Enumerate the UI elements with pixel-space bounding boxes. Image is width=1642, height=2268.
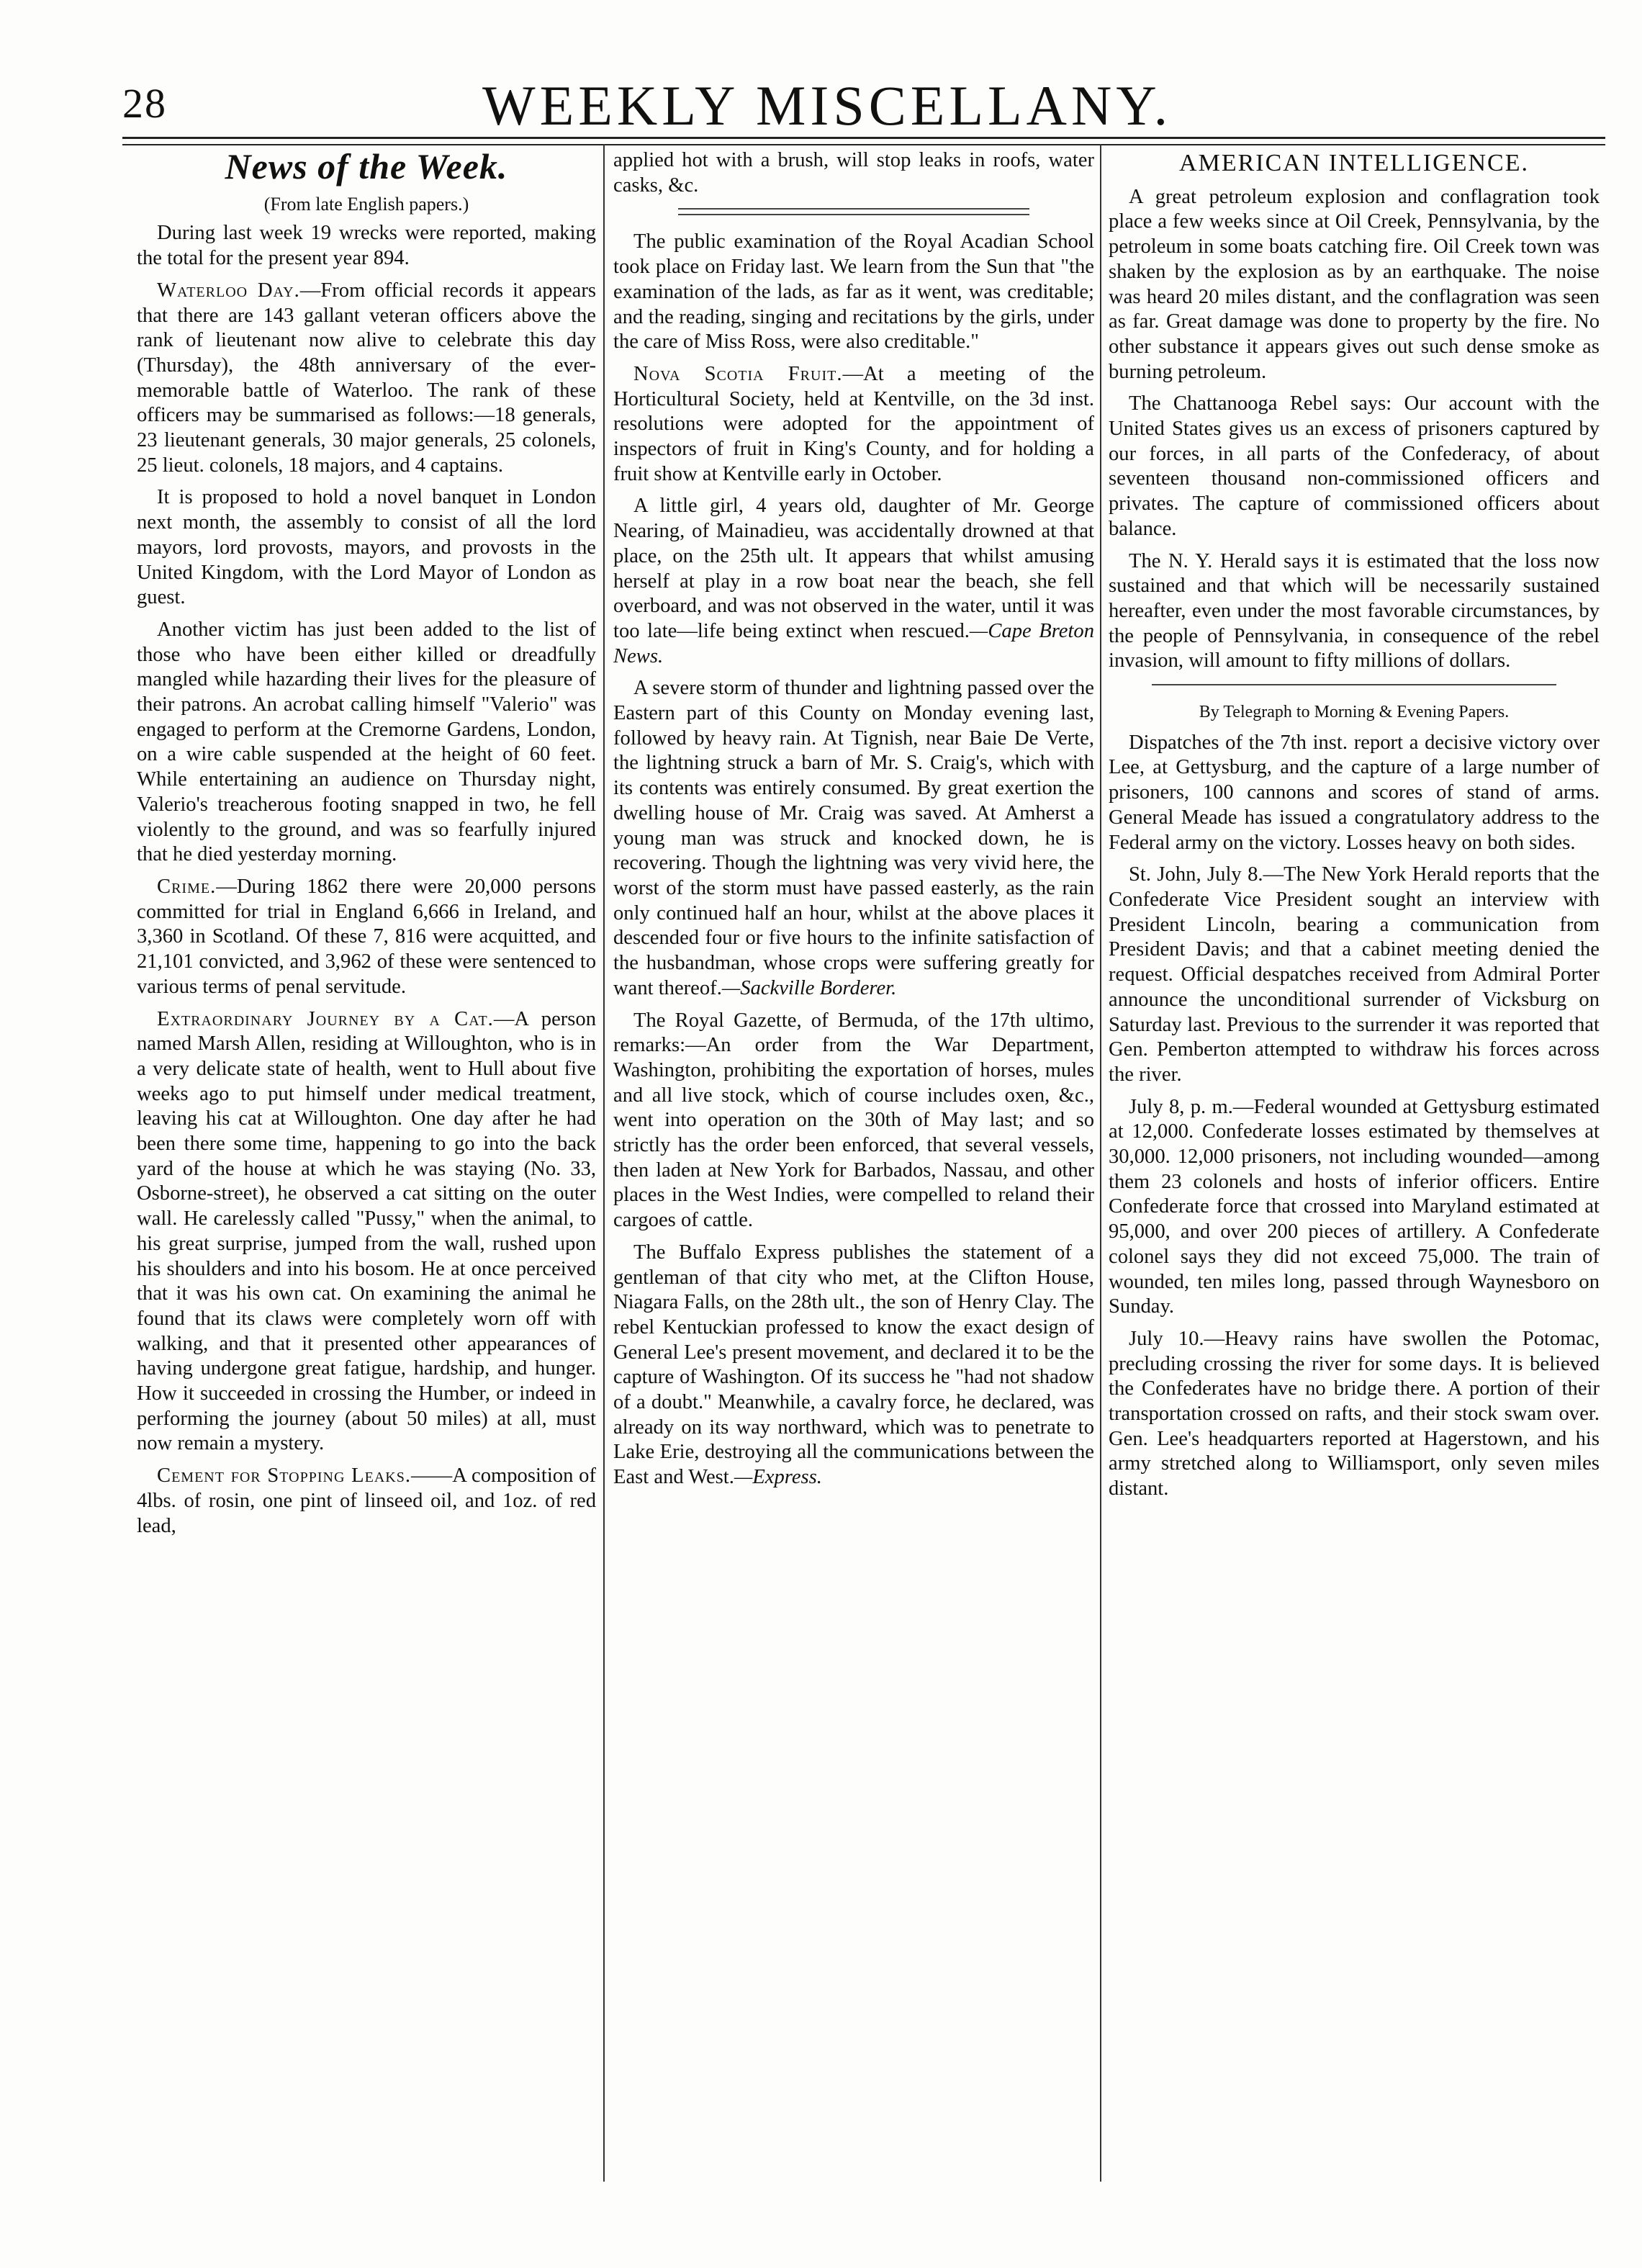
article-paragraph: A great petroleum explosion and conflagration took place a few weeks since at Oil Creek, Pennsylvania, by the petroleum in some boats catching fire. Oil Creek town was shaken by the explosion as by an earthquake. The noise was heard 20 miles distant, and the conflagration was seen as far. Great damage was done to property by the fire. No other substance it appears gives out such dense smoke as burning petroleum. xyxy=(1109,185,1600,383)
article-paragraph xyxy=(137,279,596,479)
article-paragraph: It is proposed to hold a novel banquet in London next month, the assembly to consist of all the lord mayors, lord provosts, mayors, and provosts in the United Kingdom, with the Lord Mayor of London as guest. xyxy=(137,486,596,609)
article-source: —Express. xyxy=(734,1466,822,1489)
article-paragraph xyxy=(613,362,1094,487)
article-lead: Nova Scotia Fruit. xyxy=(633,362,843,385)
masthead-rule xyxy=(122,137,1605,145)
article-body: —From official records it appears that there are 143 gallant veteran officers above the rank of lieutenant now alive to celebrate this day (Thursday), the 48th anniversary of the ever-memorable battle of Waterloo. The rank of these officers may be summarised as follows:—18 generals, 23 lieutenant generals, 30 major generals, 25 colonels, 25 lieut. colonels, 18 majors, and 4 captains. xyxy=(137,279,596,477)
article-paragraph: The N. Y. Herald says it is estimated that the loss now sustained and that which will be necessarily sustained hereafter, even under the most favorable circumstances, by the people of Pennsylvania, in consequence of the rebel invasion, will amount to fifty millions of dollars. xyxy=(1109,549,1600,672)
section-heading: AMERICAN INTELLIGENCE. xyxy=(1179,150,1529,176)
article-paragraph xyxy=(613,676,1094,1001)
column-1 xyxy=(137,148,596,2186)
article-source: —Cape Breton News. xyxy=(613,619,1094,667)
masthead-title: WEEKLY MISCELLANY. xyxy=(482,74,1173,137)
column-rule xyxy=(1100,144,1101,2182)
article-paragraph: Another victim has just been added to the list of those who have been either killed or dreadfully mangled while hazarding their lives for the pleasure of their patrons. An acrobat calling himself "Valerio" was engaged to perform at the Cremorne Gardens, London, on a wire cable suspended at the height of 60 feet. While entertaining an audience on Thursday night, Valerio's treacherous footing snapped in two, he fell violently to the ground, and was so fearfully injured that he died yesterday morning. xyxy=(137,618,596,866)
article-paragraph: applied hot with a brush, will stop leaks in roofs, water casks, &c. xyxy=(613,149,1094,197)
article-body: A severe storm of thunder and lightning passed over the Eastern part of this County on Monday evening last, followed by heavy rain. At Tignish, near Baie De Verte, the lightning struck a barn of Mr. S. Craig's, which with its contents was entirely consumed. By great exertion the dwelling house of Mr. Craig was saved. At Amherst a young man was struck and knocked down, he is recovering. Though the lightning was very vivid here, the worst of the storm must have passed easterly, as the rain only continued half an hour, whilst at the above places it descended four or five hours to the infinite satisfaction of the husbandman, whose crops were suffering greatly for want thereof. xyxy=(613,677,1094,999)
article-paragraph xyxy=(613,1241,1094,1490)
article-paragraph: The Royal Gazette, of Bermuda, of the 17th ultimo, remarks:—An order from the War Department, Washington, prohibiting the exportation of horses, mules and all live stock, which of course includes oxen, &c., went into operation on the 30th of May last; and so strictly has the order been enforced, that several vessels, then laden at New York for Barbados, Nassau, and other places in the West Indies, were compelled to reland their cargoes of cattle. xyxy=(613,1009,1094,1232)
article-paragraph: The Chattanooga Rebel says: Our account with the United States gives us an excess of prisoners captured by our forces, in all parts of the Confederacy, of about seventeen thousand non-commissioned officers and privates. The capture of commissioned officers about balance. xyxy=(1109,392,1600,540)
article-paragraph: St. John, July 8.—The New York Herald reports that the Confederate Vice President sought an interview with President Lincoln, bearing a communication from President Davis; and that a cabinet meeting denied the request. Official despatches received from Admiral Porter announce the unconditional surrender of Vicksburg on Saturday last. Previous to the surrender it was reported that Gen. Pemberton attempted to withdraw his forces across the river. xyxy=(1109,863,1600,1086)
page-number: 28 xyxy=(122,80,167,127)
section-subheading: (From late English papers.) xyxy=(263,193,469,215)
article-lead: Waterloo Day. xyxy=(157,279,300,302)
article-paragraph: During last week 19 wrecks were reported, making the total for the present year 894. xyxy=(137,222,596,270)
column-2 xyxy=(613,148,1094,2186)
article-source: —Sackville Borderer. xyxy=(721,976,897,999)
article-paragraph: July 8, p. m.—Federal wounded at Gettysburg estimated at 12,000. Confederate losses estimated by themselves at 30,000. 12,000 prisoners, not including wounded—among them 23 colonels and hosts of inferior officers. Entire Confederate force that crossed into Maryland estimated at 95,000, and over 200 pieces of artillery. A Confederate colonel says they did not exceed 75,000. The train of wounded, ten miles long, passed through Waynesboro on Sunday. xyxy=(1109,1095,1600,1318)
masthead xyxy=(122,74,1598,137)
article-paragraph xyxy=(613,494,1094,669)
article-lead: Crime. xyxy=(157,875,217,898)
article-body: A little girl, 4 years old, daughter of Mr. George Nearing, of Mainadieu, was accidentally drowned at that place, on the 25th ult. It appears that whilst amusing herself at play in a row boat near the beach, she fell overboard, and was not observed in the water, until it was too late—life being extinct when rescued. xyxy=(613,495,1094,642)
article-paragraph: The public examination of the Royal Acadian School took place on Friday last. We learn from the Sun that "the examination of the lads, as far as it went, was creditable; and the reading, singing and recitations by the girls, under the care of Miss Ross, were also creditable." xyxy=(613,230,1094,354)
article-paragraph xyxy=(137,1007,596,1457)
article-paragraph xyxy=(137,875,596,1000)
article-paragraph: July 10.—Heavy rains have swollen the Potomac, precluding crossing the river for some days. It is believed the Confederates have no bridge there. A portion of their transportation crossed on rafts, and their stock swam over. Gen. Lee's headquarters reported at Hagerstown, and his army stretched along to Williamsport, only seven miles distant. xyxy=(1109,1327,1600,1500)
divider xyxy=(1152,684,1556,685)
article-body: ——A composition of 4lbs. of rosin, one pint of linseed oil, and 1oz. of red lead, xyxy=(137,1464,596,1537)
article-paragraph: Dispatches of the 7th inst. report a decisive victory over Lee, at Gettysburg, and the capture of a large number of prisoners, 100 cannons and scores of stand of arms. General Meade has issued a congratulatory address to the Federal army on the victory. Losses heavy on both sides. xyxy=(1109,731,1600,854)
article-body: The Buffalo Express publishes the statement of a gentleman of that city who met, at the Clifton House, Niagara Falls, on the 28th ult., the son of Henry Clay. The rebel Kentuckian professed to know the exact design of General Lee's present movement, and declared it to be the capture of Washington. Of its success he "had not shadow of a doubt." Meanwhile, a cavalry force, he declared, was already on its way northward, which was to penetrate to Lake Erie, destroying all the communications between the East and West. xyxy=(613,1241,1094,1489)
column-rule xyxy=(603,144,605,2182)
divider xyxy=(678,208,1029,215)
section-heading: News of the Week. xyxy=(225,148,508,186)
column-3 xyxy=(1109,148,1600,2186)
article-lead: Extraordinary Journey by a Cat. xyxy=(157,1007,494,1030)
section-subheading: By Telegraph to Morning & Evening Papers. xyxy=(1199,703,1510,722)
article-paragraph xyxy=(137,1464,596,1539)
article-body: —A person named Marsh Allen, residing at Willoughton, who is in a very delicate state of health, went to Hull about five weeks ago to put himself under medical treatment, leaving his cat at Willoughton. One day after he had been there some time, happening to go into the back yard of the house at which he was staying (No. 33, Osborne-street), he observed a cat sitting on the outer wall. He carelessly called "Pussy," when the animal, to his great surprise, jumped from the wall, rushed upon his shoulders and into his bosom. He at once perceived that it was his own cat. On examining the animal he found that its claws were completely worn off with walking, and that it presented other appearances of having undergone great fatigue, hardship, and hunger. How it succeeded in crossing the Humber, or indeed in performing the journey (about 50 miles) at all, must now remain a mystery. xyxy=(137,1007,596,1455)
article-body: —During 1862 there were 20,000 persons committed for trial in England 6,666 in Ireland, and 3,360 in Scotland. Of these 7, 816 were acquitted, and 21,101 convicted, and 3,962 of these were sentenced to various terms of penal servitude. xyxy=(137,875,596,998)
article-lead: Cement for Stopping Leaks. xyxy=(157,1464,411,1488)
article-body: —At a meeting of the Horticultural Society, held at Kentville, on the 3d inst. resolutions were adopted for the appointment of inspectors of fruit in King's County, and for holding a fruit show at Kentville early in October. xyxy=(613,362,1094,485)
